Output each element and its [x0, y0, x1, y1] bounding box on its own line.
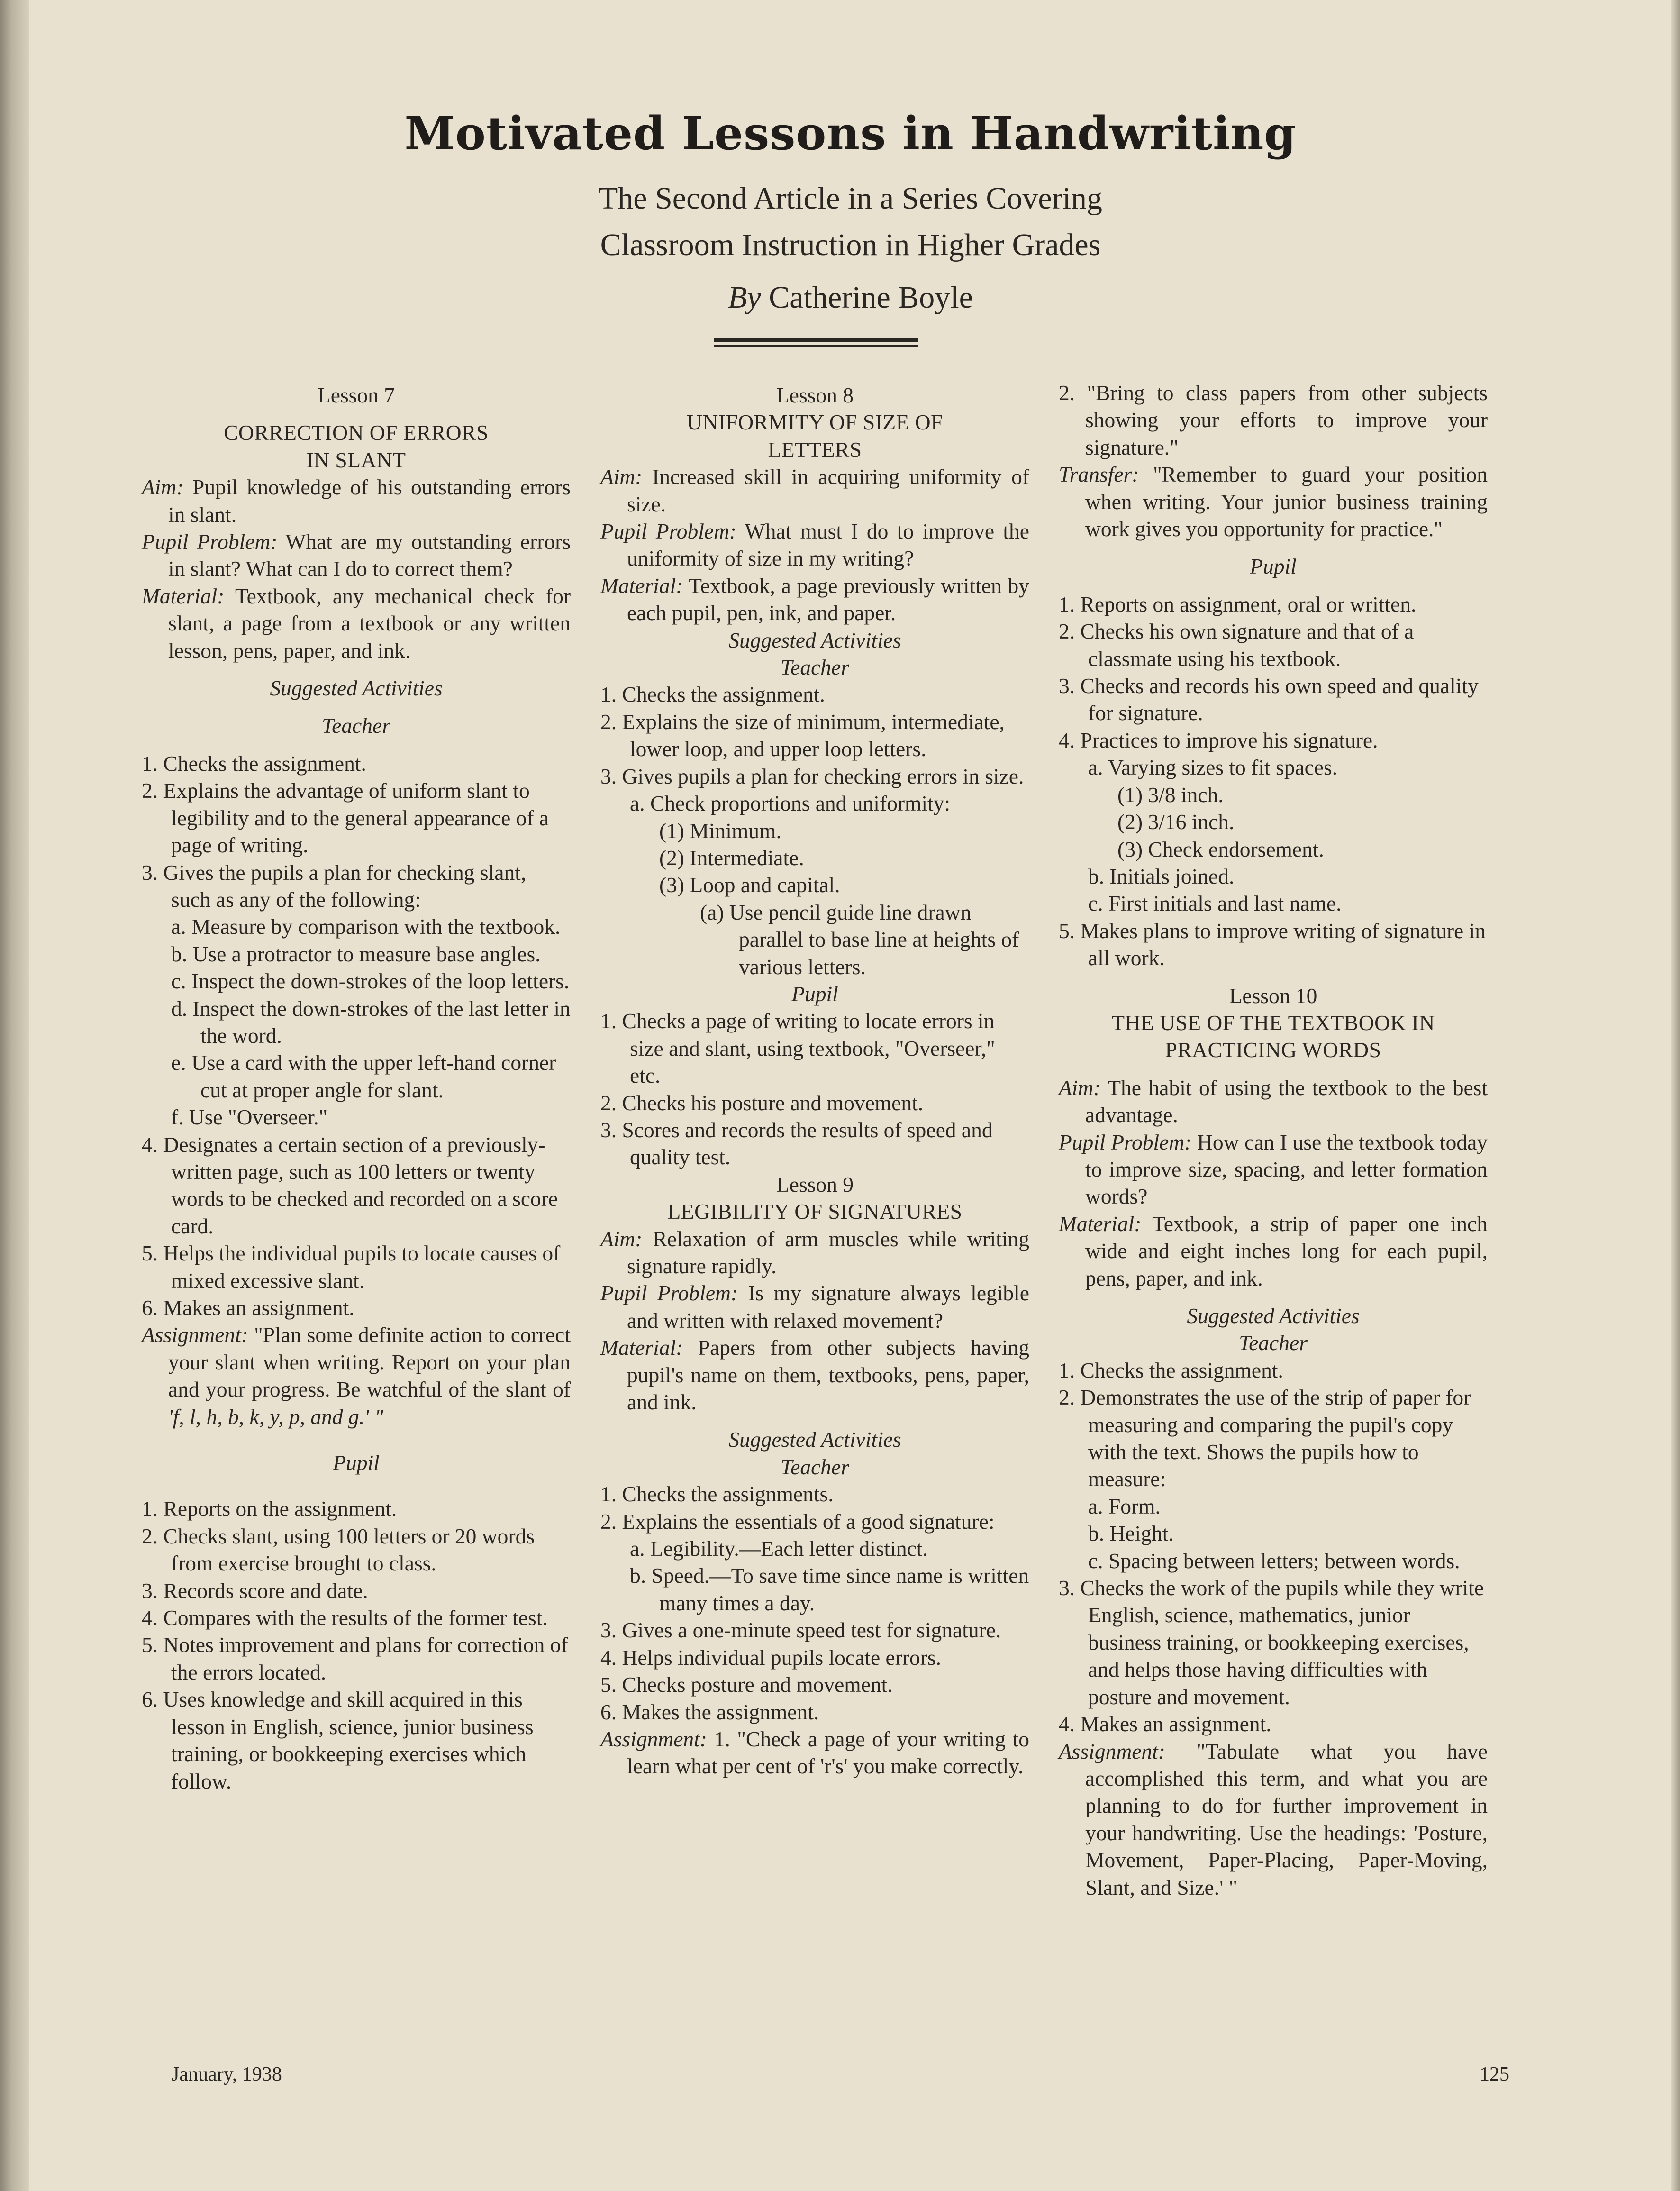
problem-paragraph: Pupil Problem: What are my outstanding errors in slant? What can I do to correct them? [142, 529, 571, 581]
lesson-heading: LEGIBILITY OF SIGNATURES [667, 1199, 963, 1224]
activities-heading: Suggested Activities [270, 676, 443, 701]
list-subitem: b. Use a protractor to measure base angles. [171, 941, 541, 966]
lesson-heading: UNIFORMITY OF SIZE OF [687, 410, 943, 435]
list-item: 3. Checks the work of the pupils while they write English, science, mathematics, junior business training, or bookkeeping exercises, and helps those having difficulties with posture and movement. [1059, 1576, 1484, 1709]
list-subitem: a. Legibility.—Each letter distinct. [630, 1536, 928, 1561]
title-rule-thin [714, 345, 918, 347]
lesson-heading: LETTERS [768, 437, 862, 462]
list-subitem: (2) Intermediate. [659, 845, 804, 870]
list-item: 1. Checks the assignment. [1059, 1358, 1283, 1382]
list-subitem: (3) Check endorsement. [1117, 837, 1324, 861]
list-subitem: (3) Loop and capital. [659, 873, 840, 897]
pupil-heading: Pupil [791, 981, 838, 1006]
material-paragraph: Material: Textbook, any mechanical check for slant, a page from a textbook or any written lesson, pens, paper, and ink. [142, 584, 571, 663]
activities-heading: Suggested Activities [1187, 1304, 1360, 1328]
list-item: 4. Designates a certain section of a previously-written page, such as 100 letters or twenty words to be checked and recorded on a score card. [142, 1132, 558, 1238]
aim-paragraph: Aim: Relaxation of arm muscles while writing signature rapidly. [600, 1226, 1030, 1278]
assignment-continued: 2. "Bring to class papers from other subjects showing your efforts to improve your signature." [1059, 381, 1488, 459]
list-subitem: (1) Minimum. [659, 818, 781, 843]
list-subitem: c. Spacing between letters; between words. [1088, 1548, 1460, 1573]
column-2 [600, 382, 1029, 1780]
column-3 [1059, 379, 1488, 1901]
list-subitem: f. Use "Overseer." [171, 1105, 328, 1130]
list-subitem: e. Use a card with the upper left-hand corner cut at proper angle for slant. [171, 1050, 556, 1102]
list-subitem: (a) Use pencil guide line drawn parallel to base line at heights of various letters. [700, 900, 1019, 979]
list-item: 5. Makes plans to improve writing of signature in all work. [1059, 918, 1486, 970]
list-subitem: a. Varying sizes to fit spaces. [1088, 755, 1338, 780]
lesson-heading: IN SLANT [306, 447, 406, 472]
problem-paragraph: Pupil Problem: What must I do to improve the uniformity of size in my writing? [600, 519, 1030, 571]
lesson-number: Lesson 8 [776, 383, 854, 407]
list-subitem: (2) 3/16 inch. [1117, 810, 1235, 834]
lesson-heading: PRACTICING WORDS [1165, 1038, 1381, 1062]
assignment-paragraph: Assignment: "Tabulate what you have accomplished this term, and what you are planning to do for further improvement in your handwriting. Use the headings: 'Posture, Movement, Paper-Placing, Paper-Moving, Slant, and Size.' " [1059, 1739, 1488, 1899]
list-subitem: c. First initials and last name. [1088, 891, 1342, 916]
list-subitem: d. Inspect the down-strokes of the last letter in the word. [171, 996, 571, 1048]
list-subitem: a. Check proportions and uniformity: [630, 791, 951, 816]
list-item: 3. Gives the pupils a plan for checking slant, such as any of the following: [142, 860, 527, 912]
list-item: 2. Checks his posture and movement. [600, 1090, 924, 1115]
list-item: 3. Gives a one-minute speed test for signature. [600, 1618, 1001, 1643]
list-item: 2. Explains the essentials of a good signature: [600, 1509, 995, 1534]
list-item: 4. Compares with the results of the former test. [142, 1606, 548, 1630]
column-1 [142, 382, 571, 1795]
list-item: 2. Explains the size of minimum, intermediate, lower loop, and upper loop letters. [600, 709, 1005, 761]
list-item: 3. Checks and records his own speed and quality for signature. [1059, 674, 1479, 725]
material-paragraph: Material: Papers from other subjects having pupil's name on them, textbooks, pens, paper, and ink. [600, 1335, 1029, 1415]
page-number: 125 [1480, 2063, 1509, 2085]
author-name: Catherine Boyle [769, 280, 973, 315]
activities-heading: Suggested Activities [728, 1427, 901, 1452]
list-item: 2. Checks slant, using 100 letters or 20 words from exercise brought to class. [142, 1524, 535, 1576]
issue-date: January, 1938 [172, 2063, 282, 2085]
transfer-paragraph: Transfer: "Remember to guard your position when writing. Your junior business training work gives you opportunity for practice." [1059, 462, 1488, 541]
lesson-heading: THE USE OF THE TEXTBOOK IN [1111, 1010, 1435, 1035]
article-title: Motivated Lessons in Handwriting [404, 107, 1297, 160]
list-item: 1. Checks a page of writing to locate errors in size and slant, using textbook, "Overseer," etc. [600, 1009, 995, 1088]
list-subitem: (1) 3/8 inch. [1117, 782, 1224, 807]
page [29, 0, 1671, 2191]
activities-heading: Suggested Activities [728, 628, 901, 652]
article-subtitle: The Second Article in a Series Covering Classroom Instruction in Higher Grades [598, 181, 1103, 262]
list-subitem: c. Inspect the down-strokes of the loop letters. [171, 969, 570, 994]
list-item: 5. Notes improvement and plans for correction of the errors located. [142, 1633, 568, 1684]
list-item: 6. Uses knowledge and skill acquired in this lesson in English, science, junior business training, or bookkeeping exercises which follow. [142, 1687, 534, 1793]
list-item: 4. Helps individual pupils locate errors. [600, 1645, 942, 1670]
teacher-heading: Teacher [781, 655, 849, 680]
list-item: 1. Checks the assignment. [600, 682, 825, 707]
list-item: 4. Practices to improve his signature. [1059, 728, 1378, 752]
list-item: 3. Gives pupils a plan for checking errors in size. [600, 764, 1024, 788]
teacher-heading: Teacher [1239, 1331, 1308, 1355]
list-subitem: a. Form. [1088, 1494, 1161, 1518]
list-item: 3. Records score and date. [142, 1578, 368, 1603]
list-item: 6. Makes the assignment. [600, 1699, 819, 1724]
list-item: 6. Makes an assignment. [142, 1296, 354, 1320]
list-item: 2. Explains the advantage of uniform slant to legibility and to the general appearance of a page of writing. [142, 778, 549, 858]
list-subitem: b. Initials joined. [1088, 864, 1235, 888]
list-item: 3. Scores and records the results of speed and quality test. [600, 1117, 993, 1169]
teacher-heading: Teacher [322, 713, 390, 738]
problem-paragraph: Pupil Problem: How can I use the textbook today to improve size, spacing, and letter formation words? [1059, 1130, 1488, 1209]
list-item: 1. Reports on assignment, oral or written. [1059, 592, 1417, 616]
list-item: 5. Helps the individual pupils to locate causes of mixed excessive slant. [142, 1241, 561, 1293]
page-edge [1671, 0, 1680, 2191]
lesson-number: Lesson 7 [317, 383, 395, 407]
list-item: 1. Checks the assignment. [142, 751, 366, 776]
aim-paragraph: Aim: Increased skill in acquiring uniformity of size. [600, 465, 1029, 516]
byline: By Catherine Boyle [728, 280, 973, 315]
material-paragraph: Material: Textbook, a strip of paper one inch wide and eight inches long for each pupil, pens, paper, and ink. [1059, 1211, 1488, 1290]
list-item: 4. Makes an assignment. [1059, 1712, 1271, 1736]
list-item: 2. Checks his own signature and that of a classmate using his textbook. [1059, 619, 1414, 671]
book-spine [0, 0, 29, 2191]
assignment-paragraph: Assignment: "Plan some definite action to correct your slant when writing. Report on your plan and your progress. Be watchful of the slant of 'f, l, h, b, k, y, p, and g.' " [142, 1323, 571, 1429]
list-subitem: b. Height. [1088, 1521, 1174, 1546]
problem-paragraph: Pupil Problem: Is my signature always legible and written with relaxed movement? [600, 1281, 1029, 1333]
aim-paragraph: Aim: The habit of using the textbook to the best advantage. [1059, 1075, 1488, 1127]
list-item: 1. Reports on the assignment. [142, 1497, 397, 1521]
list-item: 5. Checks posture and movement. [600, 1672, 893, 1697]
teacher-heading: Teacher [781, 1454, 849, 1479]
title-rule [714, 338, 918, 342]
list-subitem: b. Speed.—To save time since name is written many times a day. [630, 1563, 1029, 1615]
pupil-heading: Pupil [1250, 554, 1297, 579]
lesson-number: Lesson 10 [1229, 983, 1317, 1008]
pupil-heading: Pupil [333, 1451, 380, 1475]
lesson-heading: CORRECTION OF ERRORS [224, 420, 489, 445]
assignment-paragraph: Assignment: 1. "Check a page of your writing to learn what per cent of 'r's' you make correctly. [600, 1726, 1030, 1779]
aim-paragraph: Aim: Pupil knowledge of his outstanding errors in slant. [142, 475, 571, 527]
material-paragraph: Material: Textbook, a page previously written by each pupil, pen, ink, and paper. [600, 573, 1029, 625]
list-subitem: a. Measure by comparison with the textbook. [171, 914, 561, 939]
list-item: 2. Demonstrates the use of the strip of paper for measuring and comparing the pupil's copy with the text. Shows the pupils how to measure: [1059, 1385, 1471, 1491]
lesson-number: Lesson 9 [776, 1172, 854, 1196]
list-item: 1. Checks the assignments. [600, 1482, 834, 1506]
